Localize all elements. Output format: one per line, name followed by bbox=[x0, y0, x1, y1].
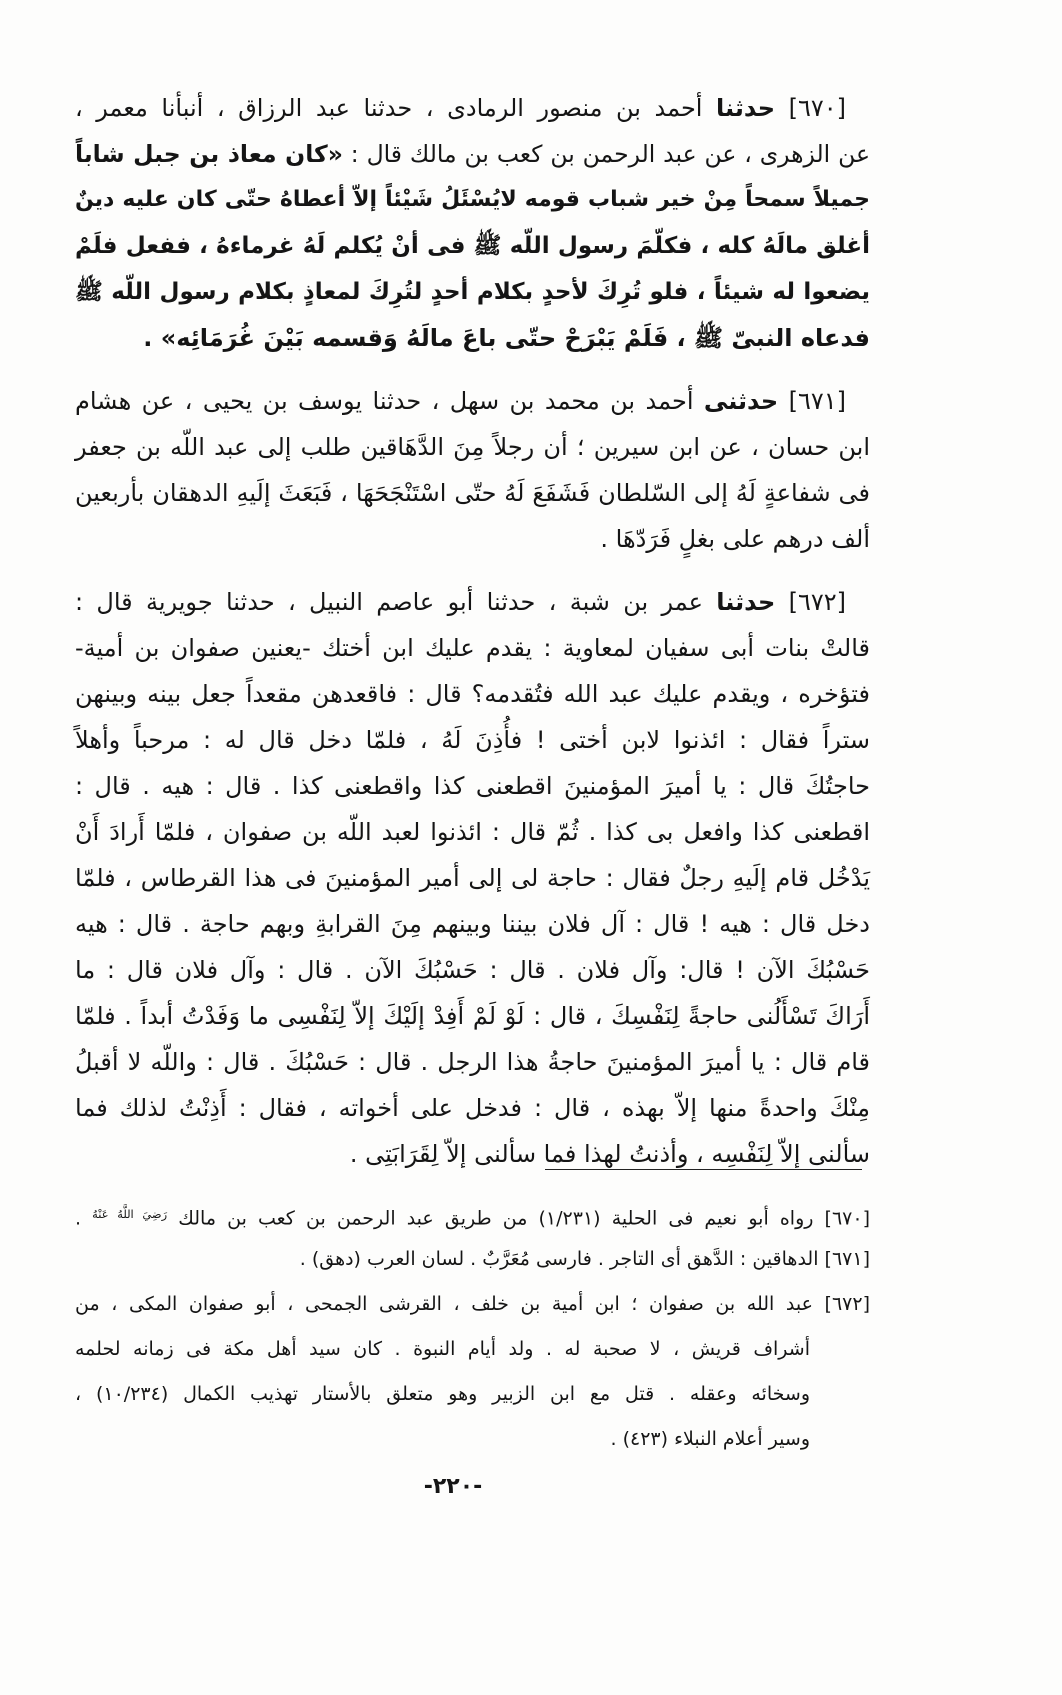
text-line bbox=[75, 269, 870, 315]
text-segment: يَدْخُل قام إلَيهِ رجلٌ فقال : حاجة لى إلى أمير المؤمنينَ فى هذا القرطاس ، فلمّا bbox=[75, 864, 870, 892]
text-segment: [٦٧٠] bbox=[775, 94, 846, 122]
text-segment: [٦٧٠] رواه أبو نعيم فى الحلية (١/٢٣١) من طريق عبد الرحمن بن كعب بن مالك bbox=[167, 1207, 871, 1230]
text-segment: دخل قال : هيه ! قال : آل فلان بيننا وبينهم مِنَ القرابةِ وبهم حاجة . قال : هيه bbox=[75, 910, 870, 938]
text-segment: [٦٧٢] عبد الله بن صفوان ؛ ابن أمية بن خلف ، القرشى الجمحى ، أبو صفوان المكى ، من bbox=[75, 1293, 870, 1315]
footnote-line bbox=[75, 1417, 870, 1462]
text-segment: عن الزهرى ، عن عبد الرحمن بن كعب بن مالك قال : bbox=[342, 140, 870, 168]
text-line bbox=[75, 177, 870, 223]
text-segment: ألف درهم على بغلٍ فَرَدّهَا . bbox=[600, 525, 870, 553]
text-line bbox=[75, 516, 870, 562]
footnote-line bbox=[75, 1192, 870, 1237]
text-segment: أحمد بن محمد بن سهل ، حدثنا يوسف بن يحيى ، عن هشام bbox=[75, 387, 704, 415]
text-line bbox=[75, 625, 870, 671]
text-line bbox=[75, 85, 870, 131]
bold-text: جميلاً سمحاً مِنْ خير شباب قومه لايُسْئَلُ شَيْئاً إلاّ أعطاهُ حتّى كان عليه دينٌ bbox=[75, 187, 870, 212]
text-line bbox=[75, 424, 870, 470]
text-line bbox=[75, 671, 870, 717]
text-segment: [٦٧١] bbox=[778, 387, 847, 415]
paragraph bbox=[75, 378, 870, 562]
text-segment: سألنى إلاّ لِنَفْسِه ، وأذنتُ لهذا فما سألنى إلاّ لِقَرَابَتِى . bbox=[349, 1140, 870, 1168]
text-segment: وسخائه وعقله . قتل مع ابن الزبير وهو متعلق بالأستار تهذيب الكمال (١٠/٢٣٤) ، bbox=[75, 1383, 810, 1405]
text-segment: قام قال : يا أميرَ المؤمنينَ حاجةُ هذا الرجل . قال : حَسْبُكَ . قال : واللّه لا أقبلُ bbox=[75, 1048, 870, 1076]
text-segment: أحمد بن منصور الرمادى ، حدثنا عبد الرزاق ، أنبأنا معمر ، bbox=[75, 94, 717, 122]
text-segment: [٦٧٢] bbox=[775, 588, 846, 616]
text-segment: مِنْكَ واحدةً منها إلاّ بهذه ، قال : فدخل على أخواته ، فقال : أَذِنْتُ لذلك فما bbox=[75, 1094, 870, 1122]
text-segment: أشراف قريش ، لا صحبة له . ولد أيام النبوة . كان سيد أهل مكة فى زمانه لحلمه bbox=[75, 1338, 810, 1360]
page-number: -٢٢٠- bbox=[423, 1474, 483, 1499]
text-line bbox=[75, 223, 870, 269]
text-segment: اقطعنى كذا وافعل بى كذا . ثُمّ قال : ائذنوا لعبد اللّه بن صفوان ، فلمّا أَرادَ أَنْ bbox=[75, 818, 870, 846]
main-text bbox=[75, 85, 870, 1177]
bold-text: حدثنى bbox=[703, 387, 779, 415]
text-segment: ستراً فقال : ائذنوا لابن أختى ! فأُذِنَ لَهُ ، فلمّا دخل قال له : مرحباً وأهلاً bbox=[75, 726, 870, 754]
footnote-line bbox=[75, 1372, 870, 1417]
text-segment: قالتْ بنات أبى سفيان لمعاوية : يقدم عليك ابن أختك -يعنين صفوان بن أمية- bbox=[75, 634, 870, 662]
bold-text: «كان معاذ بن جبل شاباً bbox=[75, 140, 343, 168]
honorific-text: رَضِيَ اللَّهُ عَنْهُ bbox=[92, 1207, 168, 1221]
text-line bbox=[75, 378, 870, 424]
bold-text: أغلق مالَهُ كله ، فكلّمَ رسول اللّه ﷺ فى أنْ يُكلم لَهُ غرماءهُ ، ففعل فلَمْ bbox=[75, 233, 870, 259]
text-line bbox=[75, 993, 870, 1039]
bold-text: فدعاه النبىّ ﷺ ، فَلَمْ يَبْرَحْ حتّى باعَ مالَهُ وَقسمه بَيْنَ غُرَمَائِه» . bbox=[143, 324, 870, 352]
text-segment: فى شفاعةٍ لَهُ إلى السّلطان فَشَفَعَ لَهُ حتّى اسْتَنْجَحَهَا ، فَبَعَثَ إلَيهِ الدهقان بأربعين bbox=[75, 479, 870, 507]
footnote-separator bbox=[545, 1169, 862, 1170]
text-line bbox=[75, 579, 870, 625]
text-line bbox=[75, 315, 870, 361]
text-line bbox=[75, 855, 870, 901]
footnotes bbox=[75, 1192, 870, 1462]
text-line bbox=[75, 131, 870, 177]
text-segment: أَرَاكَ تَسْأَلُنى حاجةً لِنَفْسِكَ ، قال : لَوْ لَمْ أَفِدْ إلَيْكَ إلاّ لِنَفْسِى ما وَفَدْتُ أبداً . فلمّا bbox=[75, 1002, 870, 1030]
footnote bbox=[75, 1192, 870, 1237]
text-segment: وسير أعلام النبلاء (٤٢٣) . bbox=[610, 1428, 810, 1450]
text-line bbox=[75, 763, 870, 809]
bold-text: حدثنا bbox=[716, 94, 776, 122]
text-segment: ابن حسان ، عن ابن سيرين ؛ أن رجلاً مِنَ الدَّهَاقين طلب إلى عبد اللّه بن جعفر bbox=[75, 433, 870, 461]
paragraph bbox=[75, 579, 870, 1177]
text-segment: عمر بن شبة ، حدثنا أبو عاصم النبيل ، حدثنا جويرية قال : bbox=[75, 588, 717, 616]
footnote-line bbox=[75, 1282, 870, 1327]
text-line bbox=[75, 947, 870, 993]
text-line bbox=[75, 470, 870, 516]
text-segment: فتؤخره ، ويقدم عليك عبد الله فتُقدمه؟ قال : فاقعدهن مقعداً جعل بينه وبينهن bbox=[75, 680, 870, 708]
text-line bbox=[75, 1131, 870, 1177]
text-line bbox=[75, 717, 870, 763]
text-line bbox=[75, 809, 870, 855]
bold-text: حدثنا bbox=[716, 588, 776, 616]
paragraph bbox=[75, 85, 870, 361]
text-line bbox=[75, 1039, 870, 1085]
footnote bbox=[75, 1237, 870, 1282]
text-line bbox=[75, 1085, 870, 1131]
text-segment: [٦٧١] الدهاقين : الدَّهق أى التاجر . فارسى مُعَرَّبٌ . لسان العرب (دهق) . bbox=[299, 1248, 870, 1270]
footnote-line bbox=[75, 1327, 870, 1372]
text-segment: حاجتُكَ قال : يا أميرَ المؤمنينَ اقطعنى كذا واقطعنى كذا . قال : هيه . قال : bbox=[75, 772, 870, 800]
footnote bbox=[75, 1282, 870, 1462]
bold-text: يضعوا له شيئاً ، فلو تُرِكَ لأحدٍ بكلام أحدٍ لتُرِكَ لمعاذٍ بكلام رسول اللّه ﷺ bbox=[75, 279, 870, 305]
text-segment: حَسْبُكَ الآن ! قال: وآل فلان . قال : حَسْبُكَ الآن . قال : وآل فلان قال : ما bbox=[75, 956, 870, 984]
footnote-line bbox=[75, 1237, 870, 1282]
text-segment: . bbox=[75, 1207, 93, 1230]
text-line bbox=[75, 901, 870, 947]
